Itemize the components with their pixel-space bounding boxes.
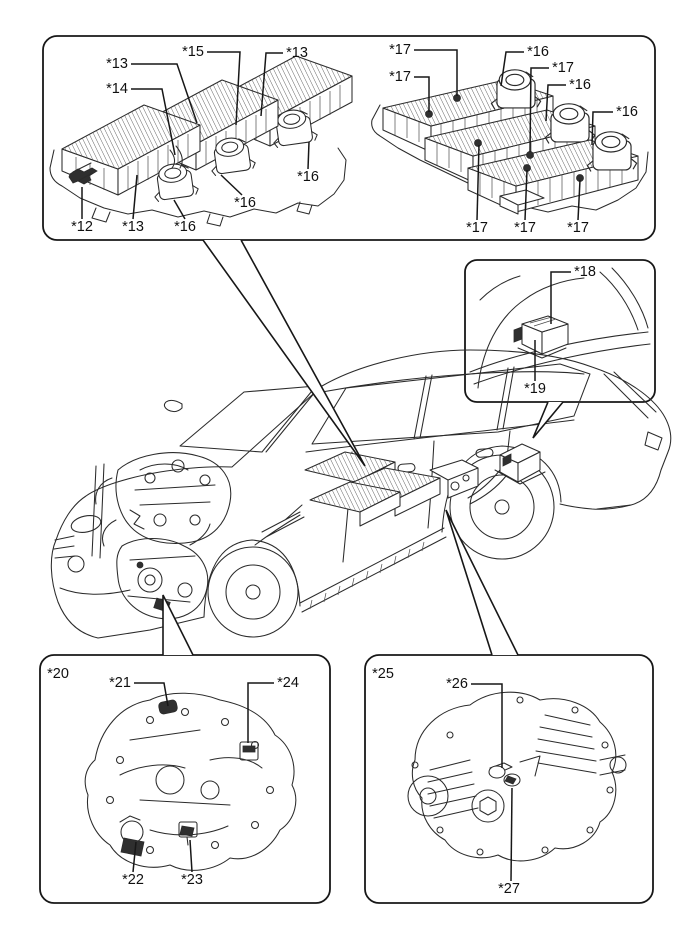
- engine-bay-art: [92, 453, 231, 619]
- part-label-13: *13: [286, 45, 308, 61]
- transmission-revolution-sensor-part: [158, 699, 178, 714]
- part-label-13: *13: [106, 56, 128, 72]
- luggage-compartment-art: [470, 268, 650, 388]
- part-label-27: *27: [498, 881, 520, 897]
- part-label-16: *16: [569, 77, 591, 93]
- part-label-17: *17: [552, 60, 574, 76]
- part-label-17: *17: [389, 69, 411, 85]
- leader-line: [221, 175, 242, 195]
- hybrid-control-unit-part: [514, 316, 568, 358]
- rear-junction-unit-art: [495, 444, 545, 484]
- part-label-15: *15: [182, 44, 204, 60]
- callout-tail-luggage-compartment-detail: [533, 402, 563, 438]
- part-label-17: *17: [389, 42, 411, 58]
- part-label-16: *16: [527, 44, 549, 60]
- part-label-13: *13: [122, 219, 144, 235]
- part-label-18: *18: [574, 264, 596, 280]
- hv-battery-pack-left-art: [50, 56, 352, 226]
- part-label-17: *17: [567, 220, 589, 236]
- part-label-16: *16: [616, 104, 638, 120]
- part-label-17: *17: [514, 220, 536, 236]
- sensor-part-23: [179, 822, 197, 845]
- part-label-12: *12: [71, 219, 93, 235]
- rear-transaxle-art: [408, 692, 626, 861]
- leader-line: [551, 272, 571, 324]
- hv-battery-pack-right-art: [372, 70, 648, 214]
- part-label-26: *26: [446, 676, 468, 692]
- leader-line: [190, 840, 192, 872]
- underfloor-battery-art: [255, 452, 506, 545]
- part-label-16: *16: [234, 195, 256, 211]
- part-label-24: *24: [277, 675, 299, 691]
- callout-box-front-transaxle-detail: [40, 655, 330, 903]
- part-label-22: *22: [122, 872, 144, 888]
- water-pump-part: [120, 816, 144, 856]
- front-wheel: [208, 547, 298, 637]
- part-label-19: *19: [524, 381, 546, 397]
- part-label-16: *16: [174, 219, 196, 235]
- part-label-20: *20: [47, 666, 69, 682]
- part-label-21: *21: [109, 675, 131, 691]
- leader-line: [308, 142, 309, 169]
- connector-part-24: [240, 742, 258, 760]
- leader-line: [414, 50, 457, 96]
- callout-tail-hv-battery-pack-detail: [203, 240, 365, 466]
- leader-line: [511, 788, 512, 881]
- callout-tail-front-transaxle-detail: [163, 595, 193, 655]
- part-label-25: *25: [372, 666, 394, 682]
- part-label-23: *23: [181, 872, 203, 888]
- part-label-17: *17: [466, 220, 488, 236]
- rear-sensor-connectors-part: [489, 756, 540, 786]
- leader-line: [248, 683, 274, 743]
- part-label-16: *16: [297, 169, 319, 185]
- part-label-14: *14: [106, 81, 128, 97]
- vehicle-art: [51, 350, 670, 638]
